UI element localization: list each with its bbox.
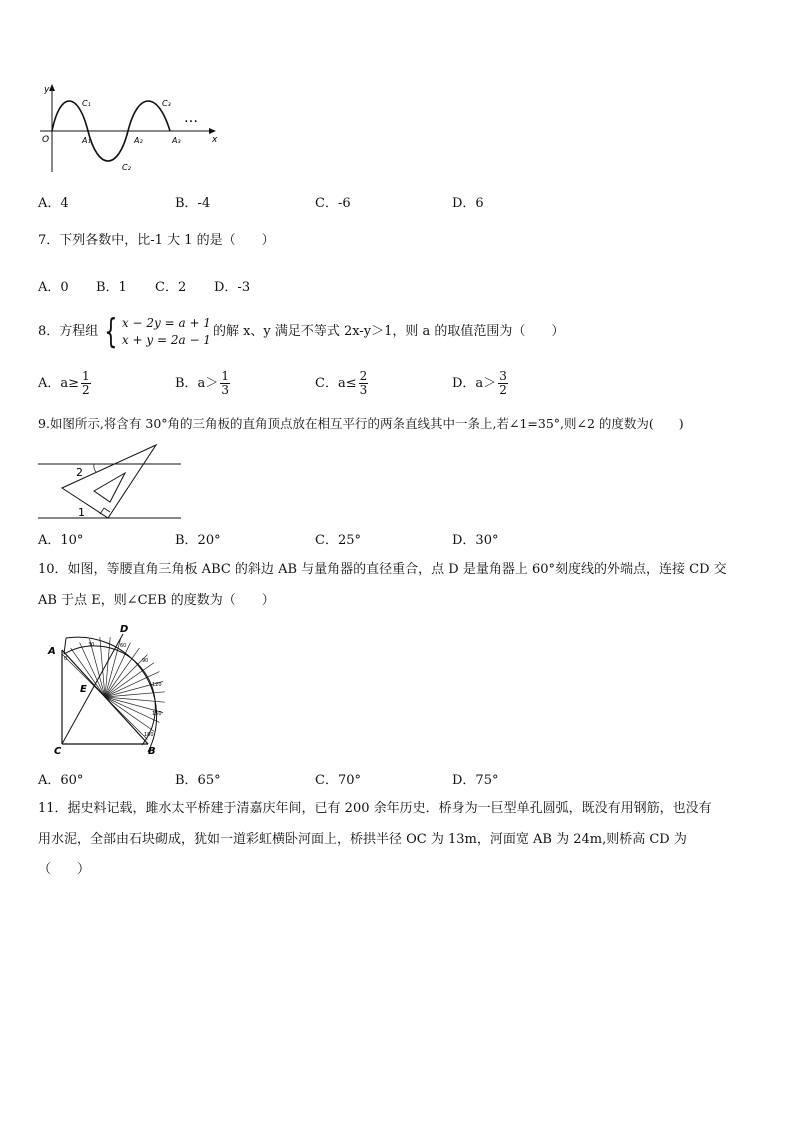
label-c1: C₁	[82, 99, 91, 108]
q8-choice-d-fraction	[498, 370, 508, 397]
denominator: 3	[221, 383, 229, 397]
label-D: D	[120, 624, 129, 635]
label-B: B	[148, 746, 156, 757]
brace-icon: {	[104, 312, 118, 352]
right-angle-mark	[100, 508, 110, 514]
q10-stem-line1: 10．如图，等腰直角三角板 ABC 的斜边 AB 与量角器的直径重合，点 D 是量角器上 60°刻度线的外端点，连接 CD 交	[38, 562, 727, 577]
q8-equation-system	[100, 312, 211, 352]
tick-0: 0	[64, 656, 68, 662]
tick-30: 30	[88, 642, 95, 648]
tick-150: 150	[152, 711, 162, 717]
q8-choice-b-fraction	[220, 370, 230, 397]
protractor-rays	[63, 637, 165, 739]
q9-choice-b[interactable]: B．20°	[175, 533, 221, 548]
q8-stem	[38, 312, 565, 352]
inner-triangle	[94, 473, 125, 502]
q10-choice-d[interactable]: D．75°	[452, 773, 499, 788]
q7-choice-a[interactable]: A．0	[38, 280, 69, 295]
q7-choice-c[interactable]: C．2	[155, 280, 187, 295]
q9-choice-d[interactable]: D．30°	[452, 533, 499, 548]
tick-120: 120	[152, 682, 162, 688]
numerator: 1	[221, 369, 229, 383]
q10-choice-a[interactable]: A．60°	[38, 773, 84, 788]
q9-triangle-figure	[38, 442, 183, 522]
denominator: 2	[82, 383, 90, 397]
protractor-ray	[71, 648, 105, 697]
q7-choice-b[interactable]: B．1	[96, 280, 127, 295]
q6-choice-b[interactable]: B．-4	[175, 196, 211, 211]
outer-triangle	[62, 445, 156, 518]
numerator: 2	[359, 369, 368, 383]
numerator: 1	[82, 369, 90, 383]
q10-stem-line2: AB 于点 E，则∠CEB 的度数为（ ）	[38, 593, 275, 608]
q7-choice-d[interactable]: D．-3	[214, 280, 251, 295]
x-axis-arrow	[209, 128, 216, 134]
q6-choice-c[interactable]: C．-6	[315, 196, 351, 211]
label-A: A	[48, 646, 56, 657]
denominator: 2	[499, 383, 507, 397]
protractor-ray	[105, 697, 154, 731]
label-a3: A₃	[172, 136, 181, 145]
q10-protractor-figure	[40, 620, 180, 760]
q9-choice-a[interactable]: A．10°	[38, 533, 84, 548]
q6-choice-a[interactable]: A．4	[38, 196, 69, 211]
q8-eq1: x − 2y = a + 1	[121, 316, 211, 330]
label-o: O	[42, 135, 50, 145]
y-axis-arrow	[49, 84, 55, 91]
protractor-ray	[105, 648, 139, 697]
q11-stem-line1: 11．据史料记载，雎水太平桥建于清嘉庆年间，已有 200 余年历史．桥身为一巨型单孔圆弧，既没有用钢筋，也没有	[38, 801, 712, 816]
tick-60: 60	[120, 643, 127, 649]
label-c3: C₃	[162, 99, 171, 108]
angle-label-2: 2	[76, 466, 83, 479]
q9-choice-c[interactable]: C．25°	[315, 533, 361, 548]
q8-choice-d[interactable]	[452, 370, 508, 397]
angle-label-1: 1	[78, 506, 85, 519]
protractor-left-edge	[64, 638, 66, 654]
q7-stem: 7．下列各数中，比-1 大 1 的是（ ）	[38, 233, 275, 248]
label-E: E	[80, 684, 87, 695]
q10-choice-b[interactable]: B．65°	[175, 773, 221, 788]
q8-prefix: 8．方程组	[38, 324, 99, 339]
numerator: 3	[499, 369, 507, 383]
q8-choice-b-label: B．a＞	[175, 376, 219, 391]
q8-choice-a-fraction	[81, 370, 91, 397]
q8-choice-b[interactable]	[175, 370, 230, 397]
q8-choice-c-fraction	[359, 370, 369, 397]
label-y: y	[44, 85, 50, 95]
q8-choice-c-label: C．a≤	[315, 376, 357, 391]
q8-choice-c[interactable]	[315, 370, 368, 397]
protractor-ray	[105, 663, 154, 697]
q11-stem-line2: 用水泥，全部由石块砌成，犹如一道彩虹横卧河面上，桥拱半径 OC 为 13m，河面宽 AB 为 24m,则桥高 CD 为	[38, 832, 687, 847]
q9-stem: 9.如图所示,将含有 30°角的三角板的直角顶点放在相互平行的两条直线其中一条上,若∠1=35°,则∠2 的度数为( )	[38, 416, 684, 431]
q8-choice-a[interactable]	[38, 370, 91, 397]
label-ellipsis: …	[184, 110, 198, 126]
label-x: x	[212, 135, 218, 145]
q8-choice-a-label: A．a≥	[38, 376, 80, 391]
label-C: C	[54, 746, 62, 757]
q8-suffix: 的解 x、y 满足不等式 2x-y＞1，则 a 的取值范围为（ ）	[212, 324, 565, 339]
q6-choice-d[interactable]: D．6	[452, 196, 484, 211]
q10-choice-c[interactable]: C．70°	[315, 773, 361, 788]
tick-90: 90	[142, 658, 149, 664]
label-c2: C₂	[122, 163, 131, 172]
q8-choice-d-label: D．a＞	[452, 376, 497, 391]
denominator: 3	[359, 383, 368, 397]
angle-2-arc	[94, 464, 96, 472]
q11-answer-blank: （ ）	[38, 862, 91, 877]
hypotenuse-ab	[62, 650, 148, 744]
label-a1: A₁	[82, 136, 91, 145]
label-a2: A₂	[134, 136, 143, 145]
q6-wave-figure	[38, 82, 218, 174]
q8-eq2: x + y = 2a − 1	[121, 333, 211, 347]
tick-180: 180	[144, 732, 154, 738]
